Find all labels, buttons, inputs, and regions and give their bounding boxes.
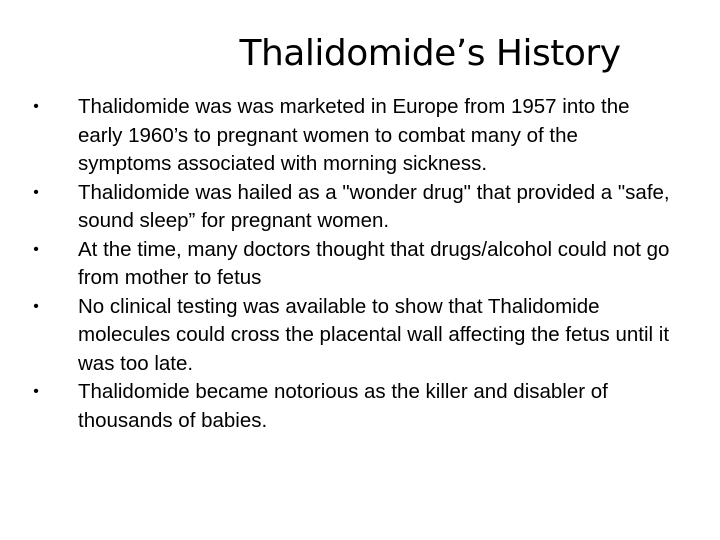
bullet-item <box>30 179 670 236</box>
slide-title: Thalidomide’s History <box>239 33 621 74</box>
bullet-dot-icon: • <box>33 297 39 315</box>
bullet-item <box>30 236 670 293</box>
bullet-dot-icon: • <box>33 383 39 400</box>
bullet-dot-icon: • <box>33 240 39 258</box>
bullet-item <box>30 378 670 435</box>
bullet-list <box>30 93 670 435</box>
bullet-dot-icon: • <box>33 183 39 201</box>
bullet-text: No clinical testing was available to show that Thalidomide molecules could cross the placental wall affecting the fetus until it was too late. <box>78 294 670 375</box>
bullet-text: At the time, many doctors thought that drugs/alcohol could not go from mother to fetus <box>78 237 670 289</box>
bullet-item <box>30 293 670 379</box>
bullet-dot-icon: • <box>33 98 39 115</box>
bullet-text: Thalidomide was hailed as a "wonder drug" that provided a "safe, sound sleep” for pregnant women. <box>78 180 670 232</box>
bullet-item <box>30 93 670 179</box>
bullet-text: Thalidomide was was marketed in Europe from 1957 into the early 1960’s to pregnant women to combat many of the symptoms associated with morning sickness. <box>78 95 630 175</box>
bullet-text: Thalidomide became notorious as the killer and disabler of thousands of babies. <box>78 380 608 432</box>
